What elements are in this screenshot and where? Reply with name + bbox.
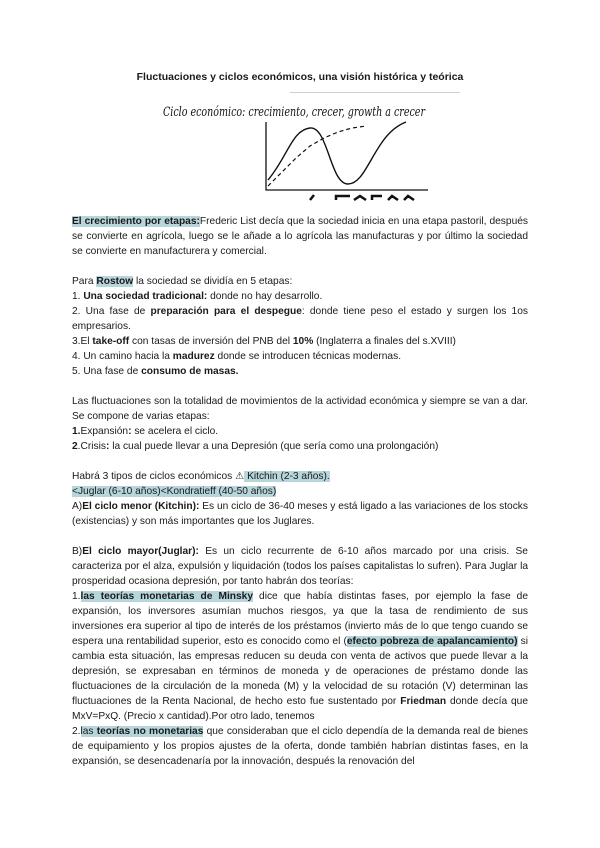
warning-icon: ⚠: [235, 471, 245, 482]
handwritten-cycle-sketch: [160, 96, 450, 204]
document-title: Fluctuaciones y ciclos económicos, una visión histórica y teórica: [136, 71, 464, 83]
rostow-stage-3: 3.El take-off con tasas de inversión del PNB del 10% (Inglaterra a finales del s.XVIII): [72, 336, 456, 347]
paragraph-kitchin: A)El ciclo menor (Kitchin): Es un ciclo de 36-40 meses y está ligado a las variaciones de los stocks (existencias) y son más importantes que los Juglares.: [72, 501, 528, 527]
rostow-stage-5: 5. Una fase de consumo de masas.: [72, 366, 239, 377]
paragraph-monetary-theories: 1.las teorías monetarias de Minsky dice que había distintas fases, por ejemplo la fase de expansión, los inversores asumían muchos riesgos, ya que la tasa de rendimiento de sus inversiones era superior al tipo de interés de los préstamos (invierto más de lo que tengo cuando se espera una rentabilidad superior, esto es conocido como el (efecto pobreza de apalancamiento) si cambia esta situación, las empresas reducen su deuda con venta de activos que puede llevar a la depresión, se expresaban en términos de moneda y de operaciones de préstamo donde las fluctuaciones de la circulación de la moneda (M) y la velocidad de su rotación (V) determinan las fluctuaciones de la Renta Nacional, de hecho esto fue sustentado por Friedman donde decía que MxV=PxQ. (Precio x cantidad).Por otro lado, tenemos: [72, 591, 529, 722]
handwritten-note: Ciclo económico: crecimiento, crecer, growth a crecer: [163, 105, 426, 120]
rostow-stage-4: 4. Un camino hacia la madurez donde se introducen técnicas modernas.: [72, 351, 402, 362]
rostow-stage-2: 2. Una fase de preparación para el despegue: donde tiene peso el estado y surgen los 1os empresarios.: [72, 306, 528, 332]
cycle-types-line: Habrá 3 tipos de ciclos económicos ⚠ Kitchin (2-3 años).: [72, 471, 330, 482]
paragraph-rostow-intro: Para Rostow la sociedad se dividía en 5 etapas:: [72, 276, 293, 287]
cropped-handwriting: [310, 195, 414, 200]
paragraph-list: El crecimiento por etapas:Frederic List decía que la sociedad inicia en una etapa pastoril, después se convierte en agrícola, luego se le añade a lo agrícola las manufacturas y por último la sociedad se convierte en manufacturera y comercial.: [72, 216, 528, 257]
cycle-wave: [268, 122, 406, 184]
phase-expansion: 1.Expansión: se acelera el ciclo.: [72, 426, 219, 437]
paragraph-fluctuations: Las fluctuaciones son la totalidad de movimientos de la actividad económica y siempre se van a dar. Se compone de varias etapas:: [72, 396, 528, 422]
phase-crisis: 2.Crisis: la cual puede llevar a una Depresión (que sería como una prolongación): [72, 441, 439, 452]
cycle-types-comparison: <Juglar (6-10 años)<Kondratieff (40-50 años): [72, 486, 277, 497]
sketch-axes: [266, 122, 428, 190]
paragraph-juglar: B)El ciclo mayor(Juglar): Es un ciclo recurrente de 6-10 años marcado por una crisis. Se caracteriza por el alza, expulsión y liquidación (todos los países capitalistas lo sufren). Para Juglar la prosperidad ocasiona depresión, por tanto habrán dos teorías:: [72, 546, 528, 587]
trend-line: [268, 126, 366, 186]
paragraph-non-monetary-theories: 2.las teorías no monetarias que consideraban que el ciclo dependía de la demanda real de bienes de equipamiento y los propios ajustes de la oferta, donde también habrían distintas fases, en la expansión, se desencadenaría por la innovación, después la renovación del: [72, 726, 529, 767]
rostow-stage-1: 1. Una sociedad tradicional: donde no hay desarrollo.: [72, 291, 323, 302]
document-body: [72, 214, 528, 769]
title-divider: [290, 92, 460, 93]
